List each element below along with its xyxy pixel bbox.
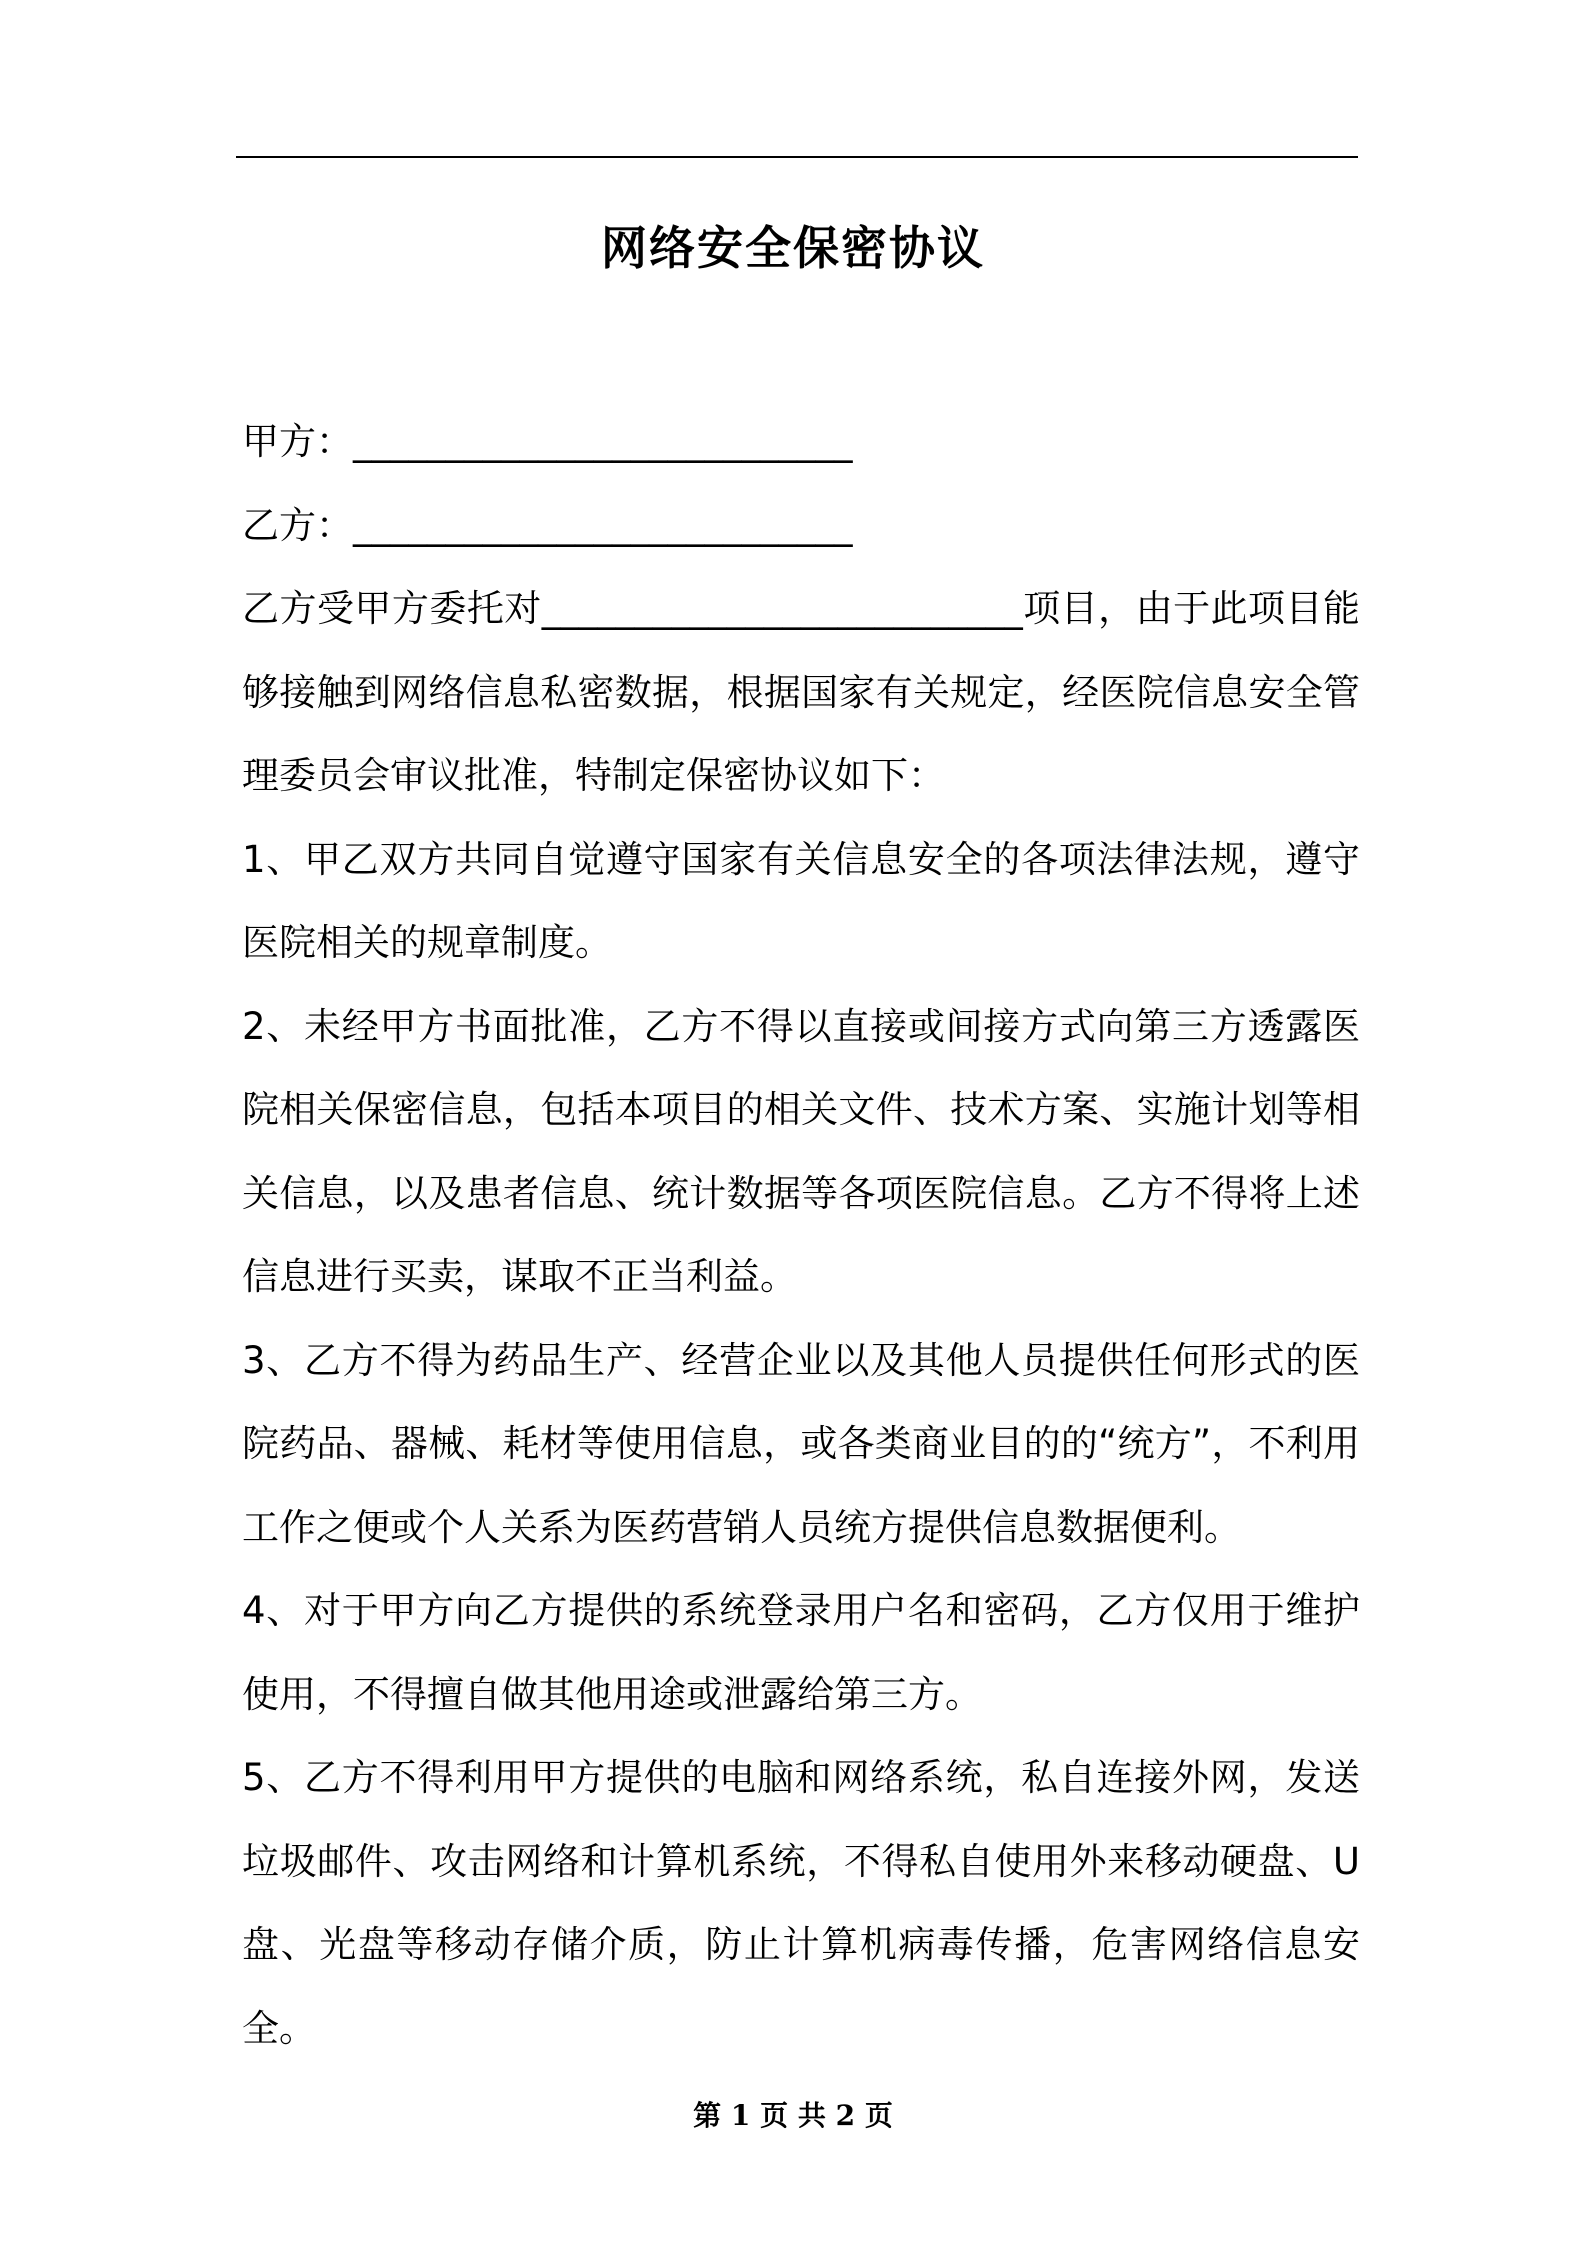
clause-3: 3、乙方不得为药品生产、经营企业以及其他人员提供任何形式的医院药品、器械、耗材等使用信息，或各类商业目的的“统方”，不利用工作之便或个人关系为医药营销人员统方提供信息数据便利。 (242, 1338, 1360, 1549)
party-a-line: 甲方：___________________________ (242, 420, 853, 463)
page-footer: 第 1 页 共 2 页 (693, 2099, 893, 2132)
clause-4: 4、对于甲方向乙方提供的系统登录用户名和密码，乙方仅用于维护使用，不得擅自做其他用途或泄露给第三方。 (242, 1589, 1360, 1716)
intro-paragraph: 乙方受甲方委托对__________________________项目，由于此项目能够接触到网络信息私密数据，根据国家有关规定，经医院信息安全管理委员会审议批准，特制定保密协议如下： (242, 587, 1360, 797)
clause-2: 2、未经甲方书面批准，乙方不得以直接或间接方式向第三方透露医院相关保密信息，包括本项目的相关文件、技术方案、实施计划等相关信息，以及患者信息、统计数据等各项医院信息。乙方不得将上述信息进行买卖，谋取不正当利益。 (242, 1004, 1360, 1298)
document-body (242, 400, 1360, 2070)
document-title: 网络安全保密协议 (601, 221, 985, 275)
party-b-line: 乙方：___________________________ (242, 503, 853, 547)
clause-5: 5、乙方不得利用甲方提供的电脑和网络系统，私自连接外网，发送垃圾邮件、攻击网络和计算机系统，不得私自使用外来移动硬盘、U盘、光盘等移动存储介质，防止计算机病毒传播，危害网络信息安全。 (242, 1756, 1360, 2050)
header-rule (236, 156, 1358, 158)
clause-1: 1、甲乙双方共同自觉遵守国家有关信息安全的各项法律法规，遵守医院相关的规章制度。 (242, 837, 1360, 964)
